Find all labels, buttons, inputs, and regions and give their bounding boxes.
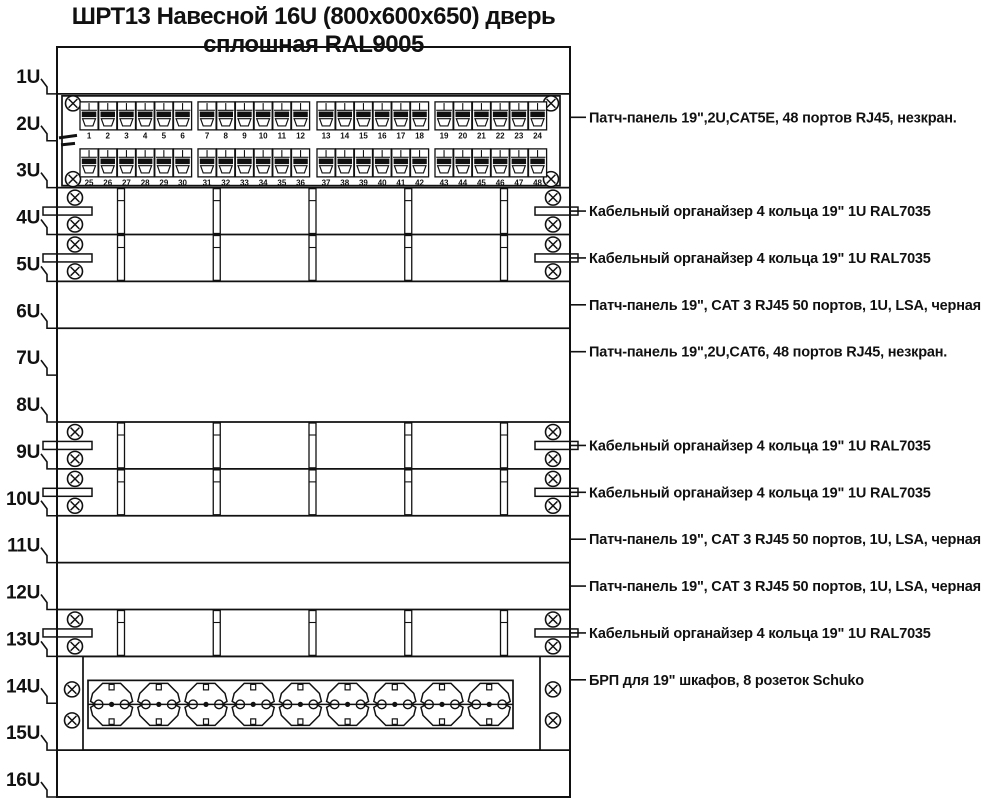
ring-body bbox=[309, 189, 316, 234]
screw-icon bbox=[546, 264, 561, 279]
rj45-port-icon bbox=[99, 149, 117, 177]
rj45-port-icon bbox=[454, 102, 472, 130]
rj45-port-icon bbox=[491, 149, 509, 177]
unit-label-9u: 9U bbox=[16, 441, 40, 463]
rj45-port-icon bbox=[392, 149, 410, 177]
port-number: 45 bbox=[476, 178, 486, 188]
rj45-contact-bar bbox=[101, 159, 115, 164]
screw-icon bbox=[68, 217, 83, 232]
unit-label-leader bbox=[41, 220, 57, 235]
rj45-contact-bar bbox=[120, 112, 134, 117]
unit-label-leader bbox=[41, 548, 57, 563]
cable-ring-icon bbox=[405, 470, 412, 515]
screw-icon bbox=[68, 612, 83, 627]
port-number: 7 bbox=[204, 131, 210, 141]
port-number: 44 bbox=[458, 178, 468, 188]
schuko-socket-icon bbox=[232, 683, 274, 725]
rj45-contact-bar bbox=[120, 159, 134, 164]
rj45-contact-bar bbox=[219, 112, 233, 117]
rj45-contact-bar bbox=[138, 159, 152, 164]
rj45-contact-bar bbox=[219, 159, 233, 164]
cable-ring-icon bbox=[501, 236, 508, 281]
component-patch-panel-cat5e bbox=[59, 96, 560, 188]
rj45-contact-bar bbox=[157, 112, 171, 117]
rj45-contact-bar bbox=[456, 159, 470, 164]
rj45-port-icon bbox=[529, 102, 547, 130]
cable-ring-icon bbox=[213, 189, 220, 234]
screw-icon bbox=[65, 713, 80, 728]
unit-label-leader bbox=[41, 79, 57, 94]
unit-label-11u: 11U bbox=[7, 535, 40, 557]
organizer-handle bbox=[43, 488, 92, 496]
cable-ring-icon bbox=[309, 189, 316, 234]
rj45-port-icon bbox=[198, 102, 216, 130]
port-number: 22 bbox=[495, 131, 505, 141]
rj45-port-icon bbox=[392, 102, 410, 130]
port-number: 4 bbox=[142, 131, 148, 141]
cable-ring-icon bbox=[118, 189, 125, 234]
unit-label-leader bbox=[41, 360, 57, 375]
port-number: 38 bbox=[340, 178, 350, 188]
ring-body bbox=[501, 236, 508, 281]
port-number: 33 bbox=[239, 178, 249, 188]
screw-icon bbox=[546, 217, 561, 232]
port-number: 34 bbox=[258, 178, 268, 188]
rj45-port-icon bbox=[491, 102, 509, 130]
screw-icon bbox=[546, 471, 561, 486]
rj45-port-icon bbox=[529, 149, 547, 177]
rj45-port-icon bbox=[472, 102, 490, 130]
component-organizer-10u bbox=[43, 470, 578, 515]
cable-ring-icon bbox=[213, 423, 220, 468]
rj45-contact-bar bbox=[319, 112, 333, 117]
rj45-port-icon bbox=[80, 102, 98, 130]
component-label-patch-panel-cat3-11u: Патч-панель 19", CAT 3 RJ45 50 портов, 1U, LSA, черная bbox=[589, 532, 981, 549]
schuko-socket-icon bbox=[327, 683, 369, 725]
port-number: 46 bbox=[495, 178, 505, 188]
rj45-contact-bar bbox=[294, 112, 308, 117]
rj45-contact-bar bbox=[256, 159, 270, 164]
cable-ring-icon bbox=[405, 236, 412, 281]
rj45-contact-bar bbox=[357, 112, 371, 117]
rj45-port-icon bbox=[273, 102, 291, 130]
port-number: 35 bbox=[277, 178, 287, 188]
unit-label-leader bbox=[41, 454, 57, 469]
rj45-contact-bar bbox=[101, 112, 115, 117]
rj45-contact-bar bbox=[531, 159, 545, 164]
rj45-port-icon bbox=[354, 149, 372, 177]
screw-icon bbox=[66, 96, 81, 111]
component-label-patch-panel-cat3-6u: Патч-панель 19", CAT 3 RJ45 50 портов, 1U, LSA, черная bbox=[589, 297, 981, 314]
rj45-port-icon bbox=[174, 149, 192, 177]
port-number: 43 bbox=[439, 178, 449, 188]
port-number: 21 bbox=[476, 131, 486, 141]
rj45-port-icon bbox=[411, 149, 429, 177]
port-number: 31 bbox=[202, 178, 212, 188]
screw-icon bbox=[68, 451, 83, 466]
cable-ring-icon bbox=[213, 470, 220, 515]
screw-icon bbox=[546, 682, 561, 697]
component-label-patch-panel-cat5e: Патч-панель 19",2U,CAT5E, 48 портов RJ45, незкран. bbox=[589, 110, 957, 127]
rj45-contact-bar bbox=[375, 112, 389, 117]
rj45-port-icon bbox=[411, 102, 429, 130]
unit-label-10u: 10U bbox=[6, 488, 40, 510]
rj45-port-icon bbox=[454, 149, 472, 177]
rj45-port-icon bbox=[435, 102, 453, 130]
port-number: 42 bbox=[415, 178, 425, 188]
unit-label-1u: 1U bbox=[16, 66, 40, 88]
rj45-contact-bar bbox=[238, 159, 252, 164]
rj45-port-icon bbox=[510, 102, 528, 130]
port-number: 27 bbox=[121, 178, 131, 188]
rj45-contact-bar bbox=[413, 159, 427, 164]
organizer-handle bbox=[43, 254, 92, 262]
rj45-contact-bar bbox=[437, 112, 451, 117]
rj45-port-icon bbox=[254, 102, 272, 130]
screw-icon bbox=[546, 713, 561, 728]
screw-icon bbox=[546, 498, 561, 513]
ring-body bbox=[309, 236, 316, 281]
diagram-title-line1: ШРТ13 Навесной 16U (800x600x650) дверь bbox=[71, 3, 556, 30]
rj45-contact-bar bbox=[375, 159, 389, 164]
socket-center-dot bbox=[487, 702, 492, 707]
socket-center-dot bbox=[298, 702, 303, 707]
cable-ring-icon bbox=[309, 470, 316, 515]
rj45-port-icon bbox=[217, 102, 235, 130]
socket-center-dot bbox=[251, 702, 256, 707]
port-number: 9 bbox=[242, 131, 247, 141]
ring-body bbox=[405, 236, 412, 281]
port-number: 36 bbox=[296, 178, 306, 188]
rj45-port-icon bbox=[317, 102, 335, 130]
rj45-contact-bar bbox=[138, 112, 152, 117]
port-number: 48 bbox=[533, 178, 543, 188]
schuko-socket-icon bbox=[421, 683, 463, 725]
port-number: 28 bbox=[140, 178, 150, 188]
socket-center-dot bbox=[392, 702, 397, 707]
screw-icon bbox=[68, 471, 83, 486]
cable-ring-icon bbox=[309, 423, 316, 468]
organizer-handle bbox=[43, 441, 92, 449]
organizer-handle bbox=[43, 207, 92, 215]
rj45-port-icon bbox=[373, 149, 391, 177]
rj45-port-icon bbox=[273, 149, 291, 177]
rj45-port-icon bbox=[117, 102, 135, 130]
component-label-organizer-13u: Кабельный органайзер 4 кольца 19" 1U RAL7035 bbox=[589, 625, 931, 642]
port-number: 26 bbox=[103, 178, 113, 188]
rj45-contact-bar bbox=[200, 159, 214, 164]
cable-ring-icon bbox=[118, 236, 125, 281]
port-number: 47 bbox=[514, 178, 524, 188]
rj45-contact-bar bbox=[394, 112, 408, 117]
screw-icon bbox=[546, 425, 561, 440]
component-organizer-9u bbox=[43, 423, 578, 468]
port-number: 11 bbox=[277, 131, 287, 141]
component-label-organizer-10u: Кабельный органайзер 4 кольца 19" 1U RAL7035 bbox=[589, 485, 931, 502]
component-organizer-13u bbox=[43, 611, 578, 656]
screw-icon bbox=[546, 451, 561, 466]
port-number: 6 bbox=[180, 131, 185, 141]
schuko-socket-icon bbox=[468, 683, 510, 725]
port-number: 15 bbox=[358, 131, 368, 141]
rj45-port-icon bbox=[155, 149, 173, 177]
rj45-contact-bar bbox=[531, 112, 545, 117]
cable-ring-icon bbox=[501, 423, 508, 468]
cable-ring-icon bbox=[213, 236, 220, 281]
port-number: 39 bbox=[358, 178, 368, 188]
screw-icon bbox=[68, 237, 83, 252]
rj45-port-icon bbox=[136, 102, 154, 130]
unit-label-12u: 12U bbox=[6, 582, 40, 604]
rj45-contact-bar bbox=[493, 159, 507, 164]
rj45-port-icon bbox=[317, 149, 335, 177]
port-number: 20 bbox=[458, 131, 468, 141]
rj45-contact-bar bbox=[319, 159, 333, 164]
cable-ring-icon bbox=[213, 611, 220, 656]
port-number: 16 bbox=[377, 131, 387, 141]
socket-center-dot bbox=[203, 702, 208, 707]
rj45-port-icon bbox=[354, 102, 372, 130]
ring-body bbox=[501, 189, 508, 234]
socket-center-dot bbox=[156, 702, 161, 707]
port-number: 41 bbox=[396, 178, 406, 188]
port-number: 19 bbox=[439, 131, 449, 141]
cable-ring-icon bbox=[501, 189, 508, 234]
port-number: 10 bbox=[258, 131, 268, 141]
rj45-port-icon bbox=[472, 149, 490, 177]
ring-body bbox=[213, 470, 220, 515]
rj45-contact-bar bbox=[413, 112, 427, 117]
port-number: 32 bbox=[221, 178, 231, 188]
screw-icon bbox=[68, 190, 83, 205]
schuko-socket-icon bbox=[185, 683, 227, 725]
schuko-socket-icon bbox=[91, 683, 133, 725]
rj45-contact-bar bbox=[437, 159, 451, 164]
screw-icon bbox=[66, 172, 81, 187]
cable-ring-icon bbox=[309, 611, 316, 656]
component-label-patch-panel-cat3-12u: Патч-панель 19", CAT 3 RJ45 50 портов, 1U, LSA, черная bbox=[589, 579, 981, 596]
unit-label-15u: 15U bbox=[6, 723, 40, 745]
rj45-contact-bar bbox=[493, 112, 507, 117]
component-pdu-schuko bbox=[65, 656, 561, 750]
ring-body bbox=[213, 189, 220, 234]
port-number: 17 bbox=[396, 131, 406, 141]
rj45-port-icon bbox=[292, 149, 310, 177]
ring-body bbox=[309, 611, 316, 656]
ring-body bbox=[309, 423, 316, 468]
port-number: 8 bbox=[223, 131, 228, 141]
rj45-port-icon bbox=[435, 149, 453, 177]
unit-label-7u: 7U bbox=[16, 348, 40, 370]
ring-body bbox=[118, 423, 125, 468]
port-number: 13 bbox=[321, 131, 331, 141]
ring-body bbox=[405, 189, 412, 234]
component-label-patch-panel-cat6: Патч-панель 19",2U,CAT6, 48 портов RJ45, незкран. bbox=[589, 344, 948, 361]
rj45-port-icon bbox=[373, 102, 391, 130]
ring-body bbox=[118, 189, 125, 234]
rj45-contact-bar bbox=[338, 159, 352, 164]
rj45-contact-bar bbox=[512, 112, 526, 117]
rj45-contact-bar bbox=[200, 112, 214, 117]
rj45-contact-bar bbox=[475, 112, 489, 117]
screw-icon bbox=[65, 682, 80, 697]
unit-label-leader bbox=[41, 735, 57, 750]
cable-ring-icon bbox=[405, 189, 412, 234]
cable-ring-icon bbox=[501, 611, 508, 656]
unit-label-leader bbox=[41, 407, 57, 422]
rj45-contact-bar bbox=[357, 159, 371, 164]
ring-body bbox=[213, 423, 220, 468]
unit-label-leader bbox=[41, 313, 57, 328]
unit-label-leader bbox=[41, 126, 57, 141]
ring-body bbox=[405, 611, 412, 656]
ring-body bbox=[309, 470, 316, 515]
organizer-handle bbox=[43, 629, 92, 637]
cable-ring-icon bbox=[309, 236, 316, 281]
cable-ring-icon bbox=[118, 470, 125, 515]
rj45-contact-bar bbox=[176, 159, 190, 164]
rj45-contact-bar bbox=[275, 112, 289, 117]
schuko-socket-icon bbox=[138, 683, 180, 725]
screw-icon bbox=[68, 425, 83, 440]
rj45-port-icon bbox=[155, 102, 173, 130]
port-number: 29 bbox=[159, 178, 169, 188]
component-label-organizer-4u: Кабельный органайзер 4 кольца 19" 1U RAL7035 bbox=[589, 204, 931, 221]
screw-icon bbox=[546, 237, 561, 252]
rj45-port-icon bbox=[99, 102, 117, 130]
unit-label-leader bbox=[41, 501, 57, 516]
ring-body bbox=[213, 611, 220, 656]
port-number: 1 bbox=[86, 131, 92, 141]
socket-center-dot bbox=[345, 702, 350, 707]
rj45-port-icon bbox=[235, 102, 253, 130]
rj45-contact-bar bbox=[275, 159, 289, 164]
rj45-port-icon bbox=[117, 149, 135, 177]
rj45-contact-bar bbox=[256, 112, 270, 117]
unit-label-leader bbox=[41, 641, 57, 656]
rj45-port-icon bbox=[292, 102, 310, 130]
rj45-port-icon bbox=[510, 149, 528, 177]
rj45-port-icon bbox=[336, 102, 354, 130]
socket-center-dot bbox=[109, 702, 114, 707]
unit-label-3u: 3U bbox=[16, 160, 40, 182]
rj45-port-icon bbox=[217, 149, 235, 177]
unit-label-8u: 8U bbox=[16, 395, 40, 416]
rj45-contact-bar bbox=[176, 112, 190, 117]
ring-body bbox=[118, 611, 125, 656]
component-label-organizer-5u: Кабельный органайзер 4 кольца 19" 1U RAL7035 bbox=[589, 250, 931, 267]
rj45-contact-bar bbox=[157, 159, 171, 164]
unit-label-leader bbox=[41, 173, 57, 188]
cable-ring-icon bbox=[501, 470, 508, 515]
ring-body bbox=[118, 470, 125, 515]
component-organizer-4u bbox=[43, 189, 578, 234]
cable-ring-icon bbox=[118, 611, 125, 656]
rj45-port-icon bbox=[336, 149, 354, 177]
ring-body bbox=[501, 423, 508, 468]
cable-ring-icon bbox=[405, 611, 412, 656]
rj45-port-icon bbox=[174, 102, 192, 130]
rj45-port-icon bbox=[136, 149, 154, 177]
port-number: 25 bbox=[84, 178, 94, 188]
screw-icon bbox=[546, 639, 561, 654]
rj45-contact-bar bbox=[338, 112, 352, 117]
ground-bar bbox=[61, 143, 75, 145]
schuko-socket-icon bbox=[374, 683, 416, 725]
screw-icon bbox=[68, 639, 83, 654]
rj45-contact-bar bbox=[475, 159, 489, 164]
ring-body bbox=[405, 470, 412, 515]
component-label-organizer-9u: Кабельный органайзер 4 кольца 19" 1U RAL7035 bbox=[589, 438, 931, 455]
screw-icon bbox=[68, 498, 83, 513]
schuko-socket-icon bbox=[279, 683, 321, 725]
rj45-contact-bar bbox=[394, 159, 408, 164]
unit-label-leader bbox=[41, 688, 57, 703]
port-number: 18 bbox=[415, 131, 425, 141]
unit-label-leader bbox=[41, 595, 57, 610]
cable-ring-icon bbox=[405, 423, 412, 468]
unit-label-13u: 13U bbox=[6, 629, 40, 651]
diagram-title-line2: сплошная RAL9005 bbox=[203, 31, 424, 58]
unit-label-2u: 2U bbox=[16, 113, 40, 135]
rj45-contact-bar bbox=[512, 159, 526, 164]
port-number: 37 bbox=[321, 178, 331, 188]
rj45-contact-bar bbox=[456, 112, 470, 117]
unit-label-16u: 16U bbox=[6, 770, 40, 791]
cable-ring-icon bbox=[118, 423, 125, 468]
port-number: 12 bbox=[296, 131, 306, 141]
port-number: 14 bbox=[340, 131, 350, 141]
port-number: 5 bbox=[161, 131, 167, 141]
port-number: 3 bbox=[124, 131, 129, 141]
rj45-port-icon bbox=[198, 149, 216, 177]
rj45-contact-bar bbox=[82, 112, 96, 117]
rj45-contact-bar bbox=[82, 159, 96, 164]
screw-icon bbox=[546, 612, 561, 627]
socket-center-dot bbox=[439, 702, 444, 707]
unit-label-5u: 5U bbox=[16, 254, 40, 276]
rj45-port-icon bbox=[254, 149, 272, 177]
port-number: 40 bbox=[377, 178, 387, 188]
ring-body bbox=[118, 236, 125, 281]
port-number: 24 bbox=[533, 131, 543, 141]
rj45-contact-bar bbox=[294, 159, 308, 164]
screw-icon bbox=[68, 264, 83, 279]
port-number: 30 bbox=[178, 178, 188, 188]
unit-label-4u: 4U bbox=[16, 207, 40, 229]
component-label-pdu-schuko: БРП для 19" шкафов, 8 розеток Schuko bbox=[589, 672, 864, 689]
ring-body bbox=[405, 423, 412, 468]
unit-label-6u: 6U bbox=[16, 301, 40, 323]
rj45-port-icon bbox=[80, 149, 98, 177]
rj45-port-icon bbox=[235, 149, 253, 177]
ring-body bbox=[501, 470, 508, 515]
ring-body bbox=[501, 611, 508, 656]
screw-icon bbox=[546, 190, 561, 205]
unit-label-14u: 14U bbox=[6, 676, 40, 698]
unit-label-leader bbox=[41, 782, 57, 797]
ring-body bbox=[213, 236, 220, 281]
component-organizer-5u bbox=[43, 236, 578, 281]
port-number: 2 bbox=[105, 131, 110, 141]
unit-label-leader bbox=[41, 266, 57, 281]
port-number: 23 bbox=[514, 131, 524, 141]
rj45-contact-bar bbox=[238, 112, 252, 117]
